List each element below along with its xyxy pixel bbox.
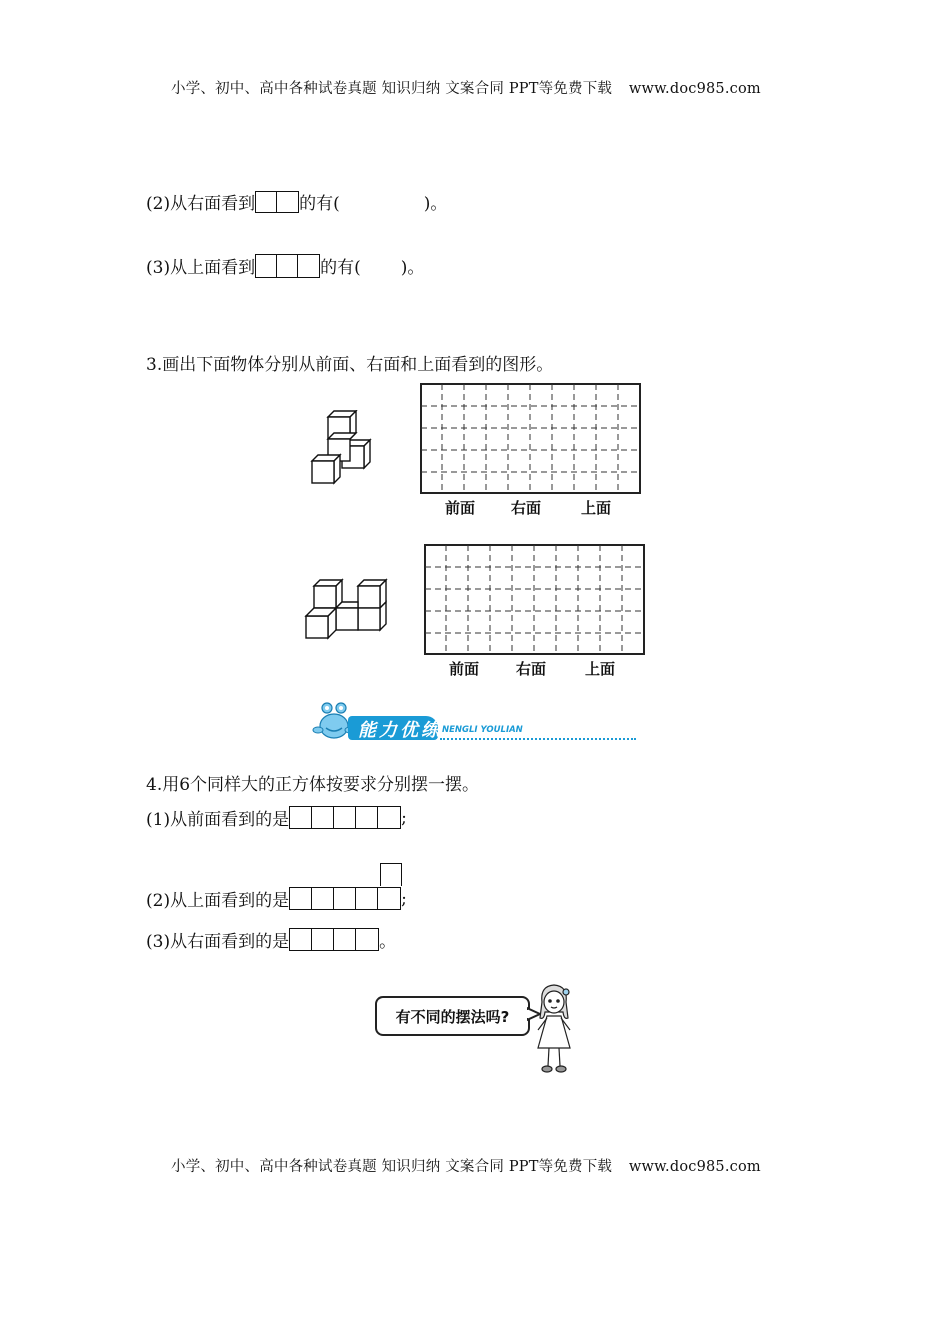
header-text: 小学、初中、高中各种试卷真题 知识归纳 文案合同 PPT等免费下载 (171, 81, 613, 97)
speech-bubble (375, 996, 530, 1036)
q4-title-text: 4.用6个同样大的正方体按要求分别摆一摆。 (146, 775, 480, 795)
q2-line2-prefix: (2)从右面看到 (146, 194, 256, 214)
footer-text: 小学、初中、高中各种试卷真题 知识归纳 文案合同 PPT等免费下载 (171, 1159, 613, 1175)
header-url: www.doc985.com (628, 81, 761, 97)
q4-line-3 (146, 927, 396, 952)
q4-line3-end: 。 (379, 932, 397, 952)
q2-line3-suffix: 的有( (320, 258, 361, 278)
page-header (171, 77, 761, 98)
q2-line-2 (146, 189, 447, 214)
grid2-label-front: 前面 (449, 660, 480, 678)
q3-title (146, 350, 553, 375)
five-square-top-figure (289, 887, 401, 910)
banner-title (358, 716, 442, 742)
speech-bubble-text: 有不同的摆法吗? (395, 1007, 510, 1026)
q2-line-3 (146, 253, 424, 278)
q4-line-2 (146, 886, 407, 911)
footer-url: www.doc985.com (628, 1159, 761, 1175)
cube-figure-1 (306, 410, 378, 488)
section-banner (312, 700, 638, 744)
two-square-figure (255, 191, 299, 213)
four-square-front-figure (289, 806, 401, 829)
q4-line1-prefix: (1)从前面看到的是 (146, 810, 290, 830)
q4-title (146, 770, 479, 795)
q2-line2-suffix: 的有( (299, 194, 340, 214)
q4-line3-prefix: (3)从右面看到的是 (146, 932, 290, 952)
three-square-figure (255, 254, 320, 278)
grid1-label-top: 上面 (581, 499, 612, 517)
q3-title-text: 3.画出下面物体分别从前面、右面和上面看到的图形。 (146, 355, 554, 375)
q4-top-view-extra-square (380, 863, 402, 886)
q2-line3-close: )。 (400, 258, 425, 278)
q2-line2-close: )。 (423, 194, 448, 214)
grid1-label-right: 右面 (511, 499, 542, 517)
drawing-grid-2[interactable] (424, 544, 645, 655)
q4-line2-end: ; (401, 888, 407, 909)
banner-title-text: 能力优练 (358, 720, 442, 741)
q2-line3-prefix: (3)从上面看到 (146, 258, 256, 278)
page-footer (171, 1155, 761, 1176)
q4-line1-end: ; (401, 807, 407, 828)
four-square-right-figure (289, 928, 379, 951)
grid2-label-right: 右面 (516, 660, 547, 678)
drawing-grid-1[interactable] (420, 383, 641, 494)
grid2-label-top: 上面 (585, 660, 616, 678)
q4-line-1 (146, 805, 407, 830)
banner-subtitle: NENGLI YOULIAN (442, 725, 523, 735)
q4-line2-prefix: (2)从上面看到的是 (146, 891, 290, 911)
banner-dotted-line (440, 738, 636, 740)
grid1-label-front: 前面 (445, 499, 476, 517)
cube-figure-2 (300, 575, 392, 643)
girl-illustration-icon (530, 982, 580, 1078)
